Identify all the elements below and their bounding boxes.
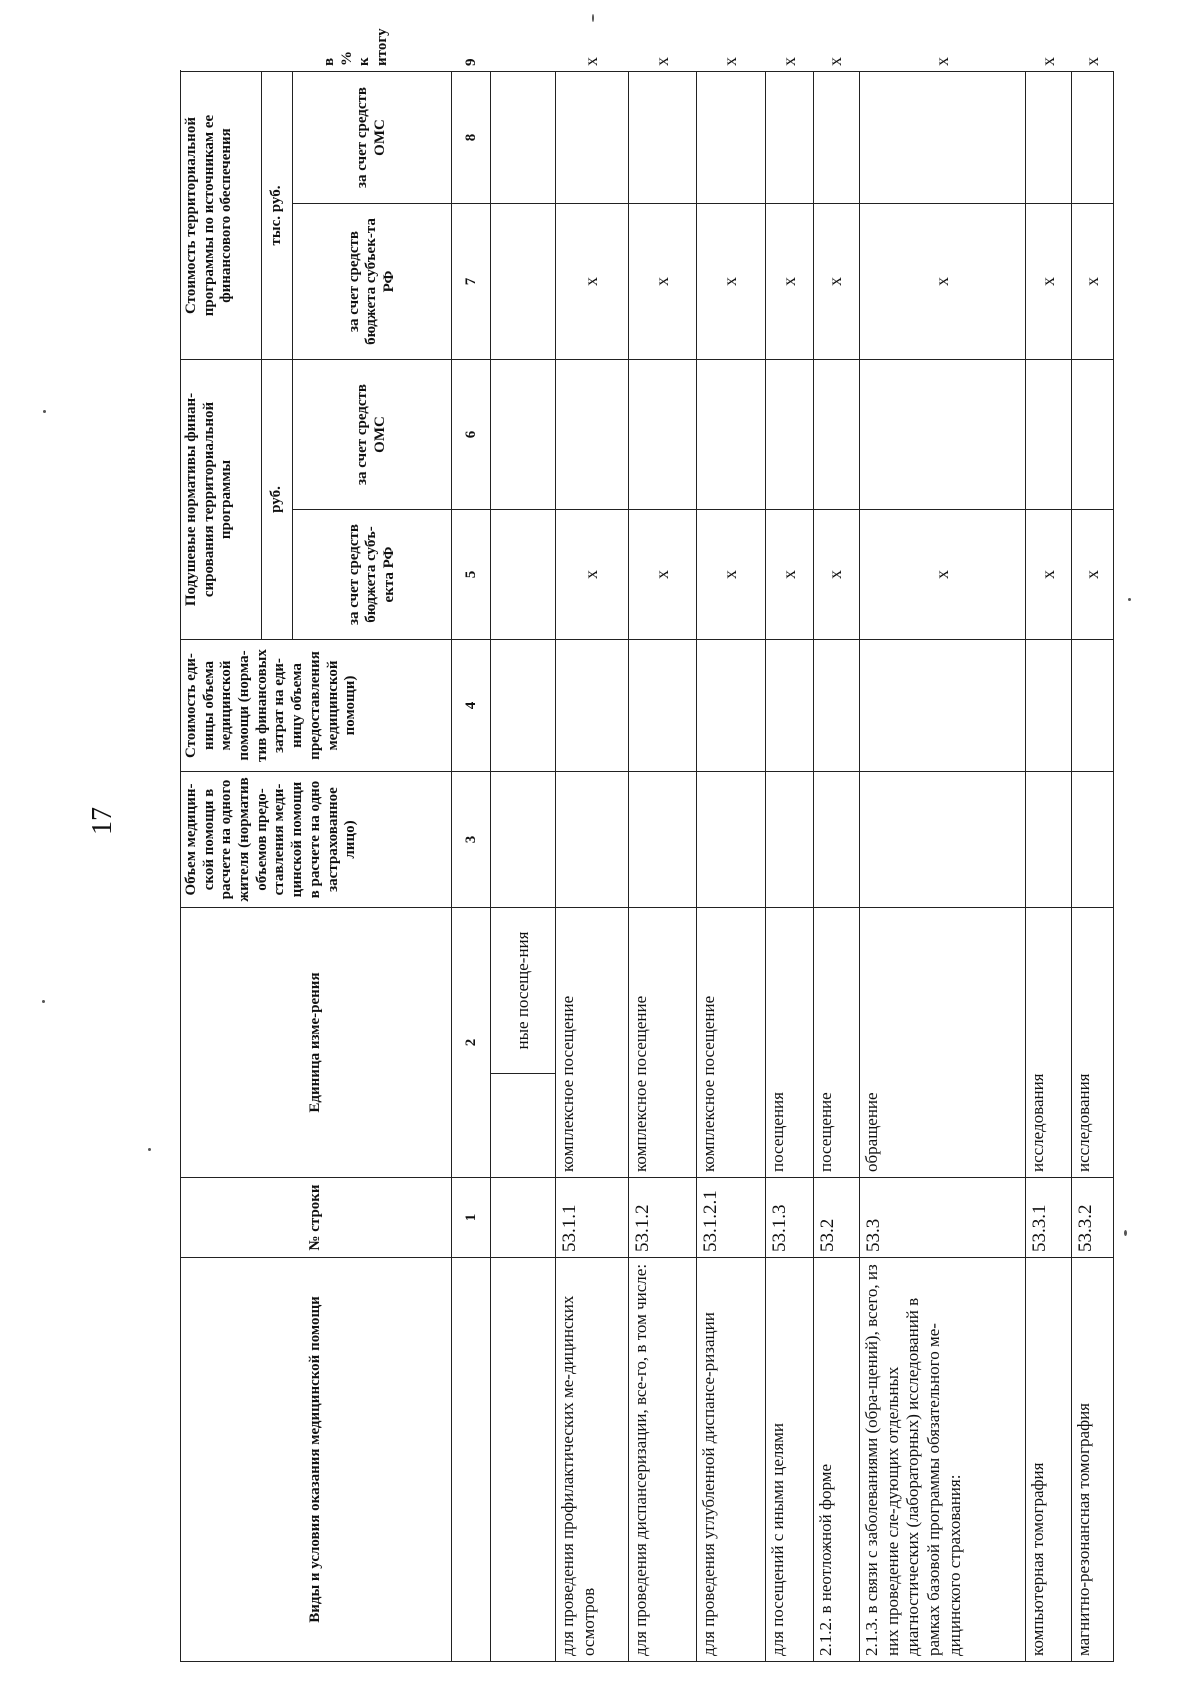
row-budget-rub: х	[1026, 510, 1072, 640]
rotated-table-container	[180, 28, 1114, 1662]
row-value	[697, 360, 766, 510]
row-value	[1026, 640, 1072, 772]
row-name: 2.1.3. в связи с заболеваниями (обра-щений), всего, из них проведение сле-дующих отдельных диагностических (лабораторных) исследований в рамках базовой программы обязательного ме-дицинского страхования:	[859, 1258, 1026, 1662]
header-row-top	[181, 72, 262, 1662]
row-budget-rub: х	[814, 510, 860, 640]
row-value	[628, 772, 697, 908]
table-row: компьютерная томография 53.3.1 исследования х х х	[1026, 72, 1072, 1662]
row-budget-thousand	[491, 204, 556, 360]
row-value	[491, 640, 556, 772]
column-number: 6	[451, 360, 491, 510]
row-value	[628, 72, 697, 204]
row-value	[859, 72, 1026, 204]
row-budget-rub: х	[697, 510, 766, 640]
row-unit: комплексное посещение	[697, 908, 766, 1178]
row-value	[491, 772, 556, 908]
row-name: для проведения углубленной диспансе-ризации	[697, 1258, 766, 1662]
row-code: 53.3.1	[1026, 1178, 1072, 1258]
scan-speck	[42, 1000, 45, 1003]
row-code: 53.3.2	[1072, 1178, 1114, 1258]
row-value	[555, 640, 628, 772]
table-row: 2.1.3. в связи с заболеваниями (обра-щений), всего, из них проведение сле-дующих отдельных диагностических (лабораторных) исследований в рамках базовой программы обязательного ме-дицинского страхования: 53.3 обращение х х х	[859, 72, 1026, 1662]
column-number-row: 1 2 3 4 5 6 7 8 9	[451, 72, 491, 1662]
column-number: 1	[451, 1178, 491, 1258]
column-number: 5	[451, 510, 491, 640]
row-code: 53.1.1	[555, 1178, 628, 1258]
row-unit: комплексное посещение	[628, 908, 697, 1178]
row-budget-thousand: х	[1026, 204, 1072, 360]
row-name: для проведения профилактических ме-дицинских осмотров	[555, 1258, 628, 1662]
row-value	[697, 640, 766, 772]
medical-care-volume-table	[180, 28, 1114, 1662]
row-code: 53.1.2	[628, 1178, 697, 1258]
page-number: 17	[87, 807, 118, 835]
header-types-conditions: Виды и условия оказания медицинской помощи	[181, 1258, 452, 1662]
row-name	[491, 1258, 556, 1662]
row-value	[697, 772, 766, 908]
row-budget-rub: х	[859, 510, 1026, 640]
column-number: 3	[451, 772, 491, 908]
row-name: магнитно-резонансная томография	[1072, 1258, 1114, 1662]
header-oms-thousand: за счет средств ОМС	[293, 72, 451, 204]
header-budget-thousand: за счет средств бюджета субъек-та РФ	[293, 204, 451, 360]
row-value	[1026, 72, 1072, 204]
row-name: для посещений с иными целями	[766, 1258, 814, 1662]
row-value	[555, 360, 628, 510]
row-value	[766, 360, 814, 510]
row-value	[555, 772, 628, 908]
row-value	[1072, 640, 1114, 772]
row-budget-thousand: х	[1072, 204, 1114, 360]
row-value	[766, 772, 814, 908]
row-name: 2.1.2. в неотложной форме	[814, 1258, 860, 1662]
row-unit: посещения	[766, 908, 814, 1178]
row-value	[1072, 772, 1114, 908]
row-value	[814, 772, 860, 908]
row-value	[814, 640, 860, 772]
row-value	[766, 640, 814, 772]
row-budget-thousand: х	[697, 204, 766, 360]
row-code: 53.1.3	[766, 1178, 814, 1258]
row-value	[1072, 360, 1114, 510]
row-budget-rub: х	[766, 510, 814, 640]
header-row-number: № строки	[181, 1178, 452, 1258]
row-budget-rub	[491, 510, 556, 640]
row-value	[555, 72, 628, 204]
row-unit: комплексное посещение	[555, 908, 628, 1178]
row-value	[1072, 72, 1114, 204]
row-code: 53.2	[814, 1178, 860, 1258]
row-unit-blank	[491, 1074, 556, 1178]
row-value	[697, 72, 766, 204]
row-budget-rub: х	[555, 510, 628, 640]
row-value	[814, 360, 860, 510]
row-value	[491, 72, 556, 204]
row-code: 53.1.2.1	[697, 1178, 766, 1258]
row-unit: посещение	[814, 908, 860, 1178]
column-number: 7	[451, 204, 491, 360]
row-value	[814, 72, 860, 204]
row-budget-thousand: х	[766, 204, 814, 360]
row-value	[628, 640, 697, 772]
row-budget-thousand: х	[859, 204, 1026, 360]
header-program-cost: Стоимость территориальной программы по источникам ее финансового обеспечения	[181, 72, 262, 360]
row-value	[491, 360, 556, 510]
row-value	[1026, 772, 1072, 908]
table-row: 2.1.2. в неотложной форме 53.2 посещение х х х	[814, 72, 860, 1662]
row-budget-thousand: х	[814, 204, 860, 360]
header-unit: Единица изме-рения	[181, 908, 452, 1178]
row-unit: исследования	[1072, 908, 1114, 1178]
table-row: для посещений с иными целями 53.1.3 посещения х х х	[766, 72, 814, 1662]
column-number: 4	[451, 640, 491, 772]
header-unit-rub: руб.	[262, 360, 293, 640]
row-value	[859, 772, 1026, 908]
table-row: для проведения профилактических ме-дицинских осмотров 53.1.1 комплексное посещение х х х	[555, 72, 628, 1662]
header-budget-rub: за счет средств бюджета субъ-екта РФ	[293, 510, 451, 640]
scan-speck	[148, 1148, 151, 1151]
row-code: 53.3	[859, 1178, 1026, 1258]
row-value	[766, 72, 814, 204]
header-row-units: руб. тыс. руб. в % к итогу	[262, 72, 293, 1662]
header-unit-cost: Стоимость еди-ницы объема медицинской помощи (норма-тив финансовых затрат на еди-ницу объема предоставления медицинской помощи)	[181, 640, 452, 772]
header-oms-rub: за счет средств ОМС	[293, 360, 451, 510]
row-budget-thousand: х	[628, 204, 697, 360]
table-row: для проведения углубленной диспансе-ризации 53.1.2.1 комплексное посещение х х х	[697, 72, 766, 1662]
header-per-capita-norms: Подушевые нормативы финан-сирования территориальной программы	[181, 360, 262, 640]
row-code	[491, 1178, 556, 1258]
row-unit: исследования	[1026, 908, 1072, 1178]
table-row: для проведения диспансеризации, все-го, в том числе: 53.1.2 комплексное посещение х х х	[628, 72, 697, 1662]
row-unit: обращение	[859, 908, 1026, 1178]
scan-speck	[1128, 598, 1131, 601]
row-budget-rub: х	[1072, 510, 1114, 640]
column-number	[451, 1258, 491, 1662]
row-name: компьютерная томография	[1026, 1258, 1072, 1662]
scan-speck	[43, 410, 46, 413]
column-number: 2	[451, 908, 491, 1178]
row-value	[1026, 360, 1072, 510]
row-unit: ные посеще-ния	[491, 908, 556, 1074]
row-value	[628, 360, 697, 510]
row-budget-rub: х	[628, 510, 697, 640]
row-name: для проведения диспансеризации, все-го, в том числе:	[628, 1258, 697, 1662]
table-row	[491, 72, 556, 1662]
row-value	[859, 640, 1026, 772]
scan-speck	[592, 14, 594, 22]
header-unit-thousand-rub: тыс. руб.	[262, 72, 293, 360]
column-number: 8	[451, 72, 491, 204]
table-row: магнитно-резонансная томография 53.3.2 исследования х х х	[1072, 72, 1114, 1662]
row-value	[859, 360, 1026, 510]
row-budget-thousand: х	[555, 204, 628, 360]
header-volume-per-resident: Объем медицин-ской помощи в расчете на одного жителя (норматив объемов предо-ставления меди-цинской помощи в расчете на одно застрахованное лицо)	[181, 772, 452, 908]
scan-speck	[1124, 1230, 1127, 1236]
